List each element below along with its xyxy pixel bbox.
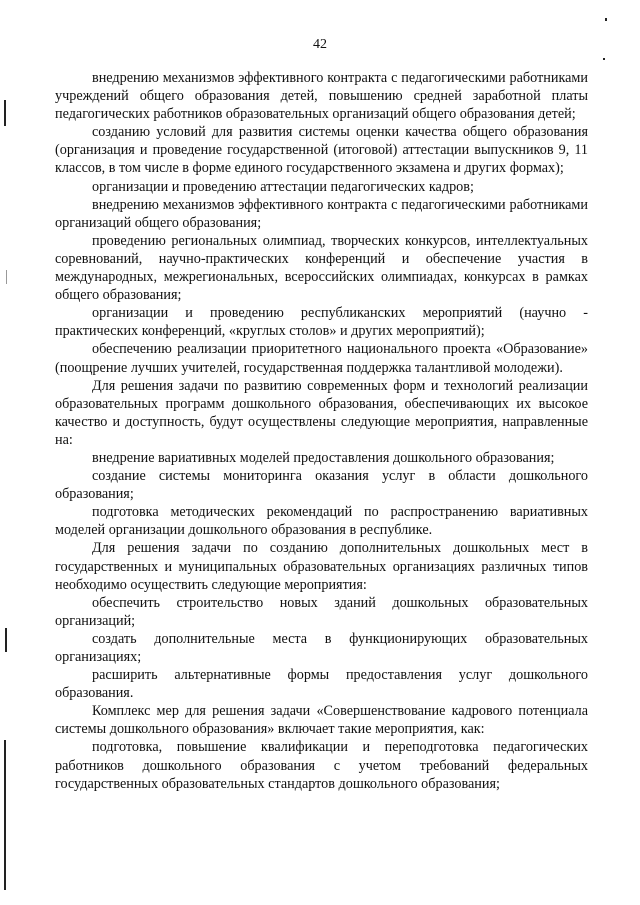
paragraph: обеспечить строительство новых зданий дошкольных образовательных организаций;: [55, 594, 588, 629]
paragraph: организации и проведению республиканских мероприятий (научно - практических конференций, «круглых столов» и других мероприятий);: [55, 305, 588, 340]
scan-mark: [6, 270, 7, 284]
paragraph: подготовка, повышение квалификации и переподготовка педагогических работников дошкольного образования с учетом требований федеральных государственных образовательных стандартов дошкольного образования;: [55, 739, 588, 792]
paragraph: Для решения задачи по созданию дополнительных дошкольных мест в государственных и муниципальных образовательных организациях различных типов необходимо осуществить следующие мероприятия:: [55, 540, 588, 593]
paragraph: внедрению механизмов эффективного контракта с педагогическими работниками учреждений общего образования детей, повышению средней заработной платы педагогических работников образовательных организаций общего образования детей;: [55, 70, 588, 123]
paragraph: Комплекс мер для решения задачи «Совершенствование кадрового потенциала системы дошкольного образования» включает такие мероприятия, как:: [55, 703, 588, 738]
paragraph: создать дополнительные места в функционирующих образовательных организациях;: [55, 630, 588, 665]
paragraph: проведению региональных олимпиад, творческих конкурсов, интеллектуальных соревнований, научно-практических конференций и обеспечение участия в международных, межрегиональных, всероссийских олимпиадах, конкурсах в рамках общего образования;: [55, 232, 588, 304]
scan-mark: [605, 18, 607, 21]
page-number: 42: [313, 37, 327, 52]
paragraph: расширить альтернативные формы предоставления услуг дошкольного образования.: [55, 667, 588, 702]
paragraph: подготовка методических рекомендаций по распространению вариативных моделей организации дошкольного образования в республике.: [55, 504, 588, 539]
scan-mark: [5, 628, 7, 652]
scan-mark: [4, 740, 6, 890]
paragraph: созданию условий для развития системы оценки качества общего образования (организация и проведение государственной (итоговой) аттестации выпускников 9, 11 классов, в том числе в форме единого государственного экзамена и других формах);: [55, 124, 588, 177]
paragraph: создание системы мониторинга оказания услуг в области дошкольного образования;: [55, 468, 588, 503]
body-text: [55, 69, 588, 793]
paragraph: обеспечению реализации приоритетного национального проекта «Образование» (поощрение лучших учителей, государственная поддержка талантливой молодежи).: [55, 341, 588, 376]
scan-mark: [4, 100, 6, 126]
paragraph: организации и проведению аттестации педагогических кадров;: [92, 178, 474, 195]
scan-mark: [603, 58, 605, 60]
paragraph: внедрению механизмов эффективного контракта с педагогическими работниками организаций общего образования;: [55, 196, 588, 231]
paragraph: Для решения задачи по развитию современных форм и технологий реализации образовательных программ дошкольного образования, обеспечивающих их высокое качество и доступность, будут осуществлены следующие мероприятия, направленные на:: [55, 377, 588, 448]
paragraph: внедрение вариативных моделей предоставления дошкольного образования;: [92, 449, 555, 466]
